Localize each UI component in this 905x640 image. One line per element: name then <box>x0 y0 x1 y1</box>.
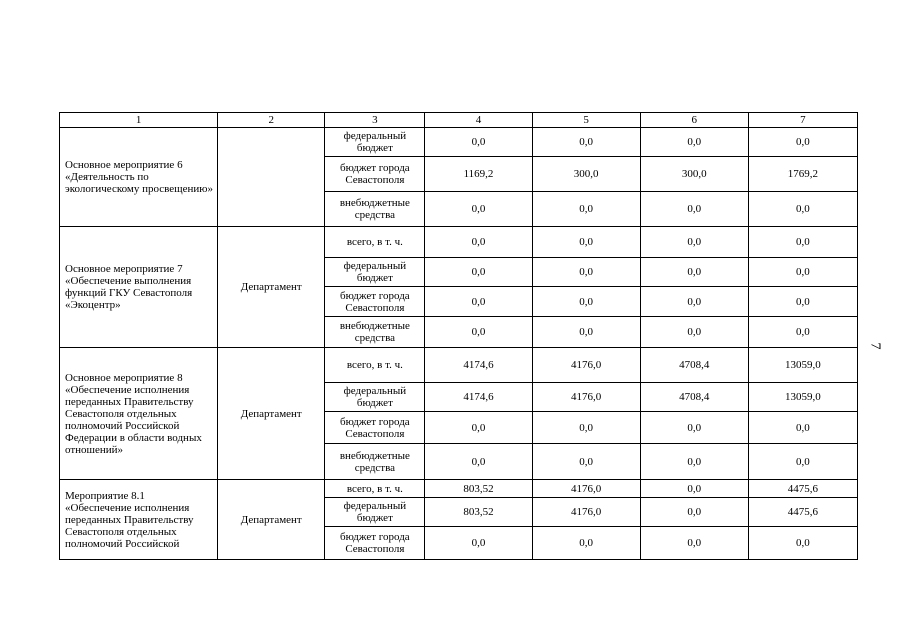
amount-v7: 0,0 <box>748 258 857 287</box>
column-header: 6 <box>640 113 748 128</box>
amount-v4: 0,0 <box>425 258 532 287</box>
amount-v5: 0,0 <box>532 258 640 287</box>
amount-v4: 4174,6 <box>425 348 532 383</box>
funding-source: внебюджетные средства <box>325 317 425 348</box>
amount-v7: 0,0 <box>748 444 857 480</box>
amount-v5: 300,0 <box>532 157 640 192</box>
funding-source: федеральный бюджет <box>325 383 425 412</box>
amount-v5: 4176,0 <box>532 498 640 527</box>
amount-v5: 0,0 <box>532 287 640 317</box>
amount-v6: 0,0 <box>640 317 748 348</box>
table-body <box>60 128 858 560</box>
amount-v4: 0,0 <box>425 128 532 157</box>
executor: Департамент <box>218 480 325 560</box>
table-row <box>60 480 858 498</box>
amount-v4: 0,0 <box>425 317 532 348</box>
column-header: 2 <box>218 113 325 128</box>
amount-v6: 0,0 <box>640 227 748 258</box>
column-header: 1 <box>60 113 218 128</box>
column-header: 4 <box>425 113 532 128</box>
table-row <box>60 348 858 383</box>
amount-v4: 803,52 <box>425 480 532 498</box>
amount-v5: 0,0 <box>532 444 640 480</box>
amount-v6: 0,0 <box>640 258 748 287</box>
amount-v7: 0,0 <box>748 412 857 444</box>
table-row <box>60 128 858 157</box>
page-number: 7 <box>867 342 883 350</box>
amount-v7: 1769,2 <box>748 157 857 192</box>
amount-v6: 0,0 <box>640 287 748 317</box>
amount-v4: 0,0 <box>425 287 532 317</box>
funding-source: федеральный бюджет <box>325 128 425 157</box>
amount-v4: 0,0 <box>425 227 532 258</box>
funding-source: бюджет города Севастополя <box>325 157 425 192</box>
amount-v4: 0,0 <box>425 444 532 480</box>
column-header: 7 <box>748 113 857 128</box>
amount-v5: 0,0 <box>532 527 640 560</box>
funding-source: всего, в т. ч. <box>325 480 425 498</box>
amount-v5: 4176,0 <box>532 383 640 412</box>
funding-source: внебюджетные средства <box>325 444 425 480</box>
amount-v7: 0,0 <box>748 128 857 157</box>
funding-source: федеральный бюджет <box>325 258 425 287</box>
amount-v4: 1169,2 <box>425 157 532 192</box>
amount-v6: 0,0 <box>640 444 748 480</box>
header-row <box>60 113 858 128</box>
funding-source: федеральный бюджет <box>325 498 425 527</box>
executor: Департамент <box>218 227 325 348</box>
activity-name: Основное мероприятие 7 «Обеспечение выполнения функций ГКУ Севастополя «Экоцентр» <box>60 227 218 348</box>
amount-v7: 4475,6 <box>748 498 857 527</box>
amount-v4: 0,0 <box>425 192 532 227</box>
column-header: 5 <box>532 113 640 128</box>
funding-source: внебюджетные средства <box>325 192 425 227</box>
amount-v6: 0,0 <box>640 527 748 560</box>
amount-v7: 13059,0 <box>748 348 857 383</box>
amount-v6: 4708,4 <box>640 383 748 412</box>
funding-source: всего, в т. ч. <box>325 227 425 258</box>
amount-v6: 300,0 <box>640 157 748 192</box>
amount-v7: 0,0 <box>748 192 857 227</box>
amount-v6: 0,0 <box>640 480 748 498</box>
amount-v7: 0,0 <box>748 527 857 560</box>
amount-v5: 0,0 <box>532 227 640 258</box>
activity-name: Основное мероприятие 8 «Обеспечение исполнения переданных Правительству Севастополя отдельных полномочий Российской Федерации в области водных отношений» <box>60 348 218 480</box>
funding-source: бюджет города Севастополя <box>325 287 425 317</box>
amount-v5: 0,0 <box>532 192 640 227</box>
executor: Департамент <box>218 348 325 480</box>
amount-v7: 13059,0 <box>748 383 857 412</box>
amount-v5: 4176,0 <box>532 480 640 498</box>
table-row <box>60 227 858 258</box>
amount-v7: 4475,6 <box>748 480 857 498</box>
amount-v4: 4174,6 <box>425 383 532 412</box>
funding-source: всего, в т. ч. <box>325 348 425 383</box>
amount-v6: 0,0 <box>640 192 748 227</box>
amount-v7: 0,0 <box>748 287 857 317</box>
amount-v6: 4708,4 <box>640 348 748 383</box>
budget-table <box>59 112 858 560</box>
activity-name: Основное мероприятие 6 «Деятельность по экологическому просвещению» <box>60 128 218 227</box>
amount-v4: 0,0 <box>425 527 532 560</box>
amount-v7: 0,0 <box>748 227 857 258</box>
executor <box>218 128 325 227</box>
amount-v5: 0,0 <box>532 317 640 348</box>
funding-source: бюджет города Севастополя <box>325 527 425 560</box>
amount-v6: 0,0 <box>640 412 748 444</box>
amount-v5: 0,0 <box>532 412 640 444</box>
funding-source: бюджет города Севастополя <box>325 412 425 444</box>
activity-name: Мероприятие 8.1 «Обеспечение исполнения переданных Правительству Севастополя отдельных полномочий Российской <box>60 480 218 560</box>
amount-v4: 0,0 <box>425 412 532 444</box>
amount-v6: 0,0 <box>640 128 748 157</box>
amount-v5: 4176,0 <box>532 348 640 383</box>
amount-v4: 803,52 <box>425 498 532 527</box>
amount-v6: 0,0 <box>640 498 748 527</box>
amount-v5: 0,0 <box>532 128 640 157</box>
column-header: 3 <box>325 113 425 128</box>
amount-v7: 0,0 <box>748 317 857 348</box>
